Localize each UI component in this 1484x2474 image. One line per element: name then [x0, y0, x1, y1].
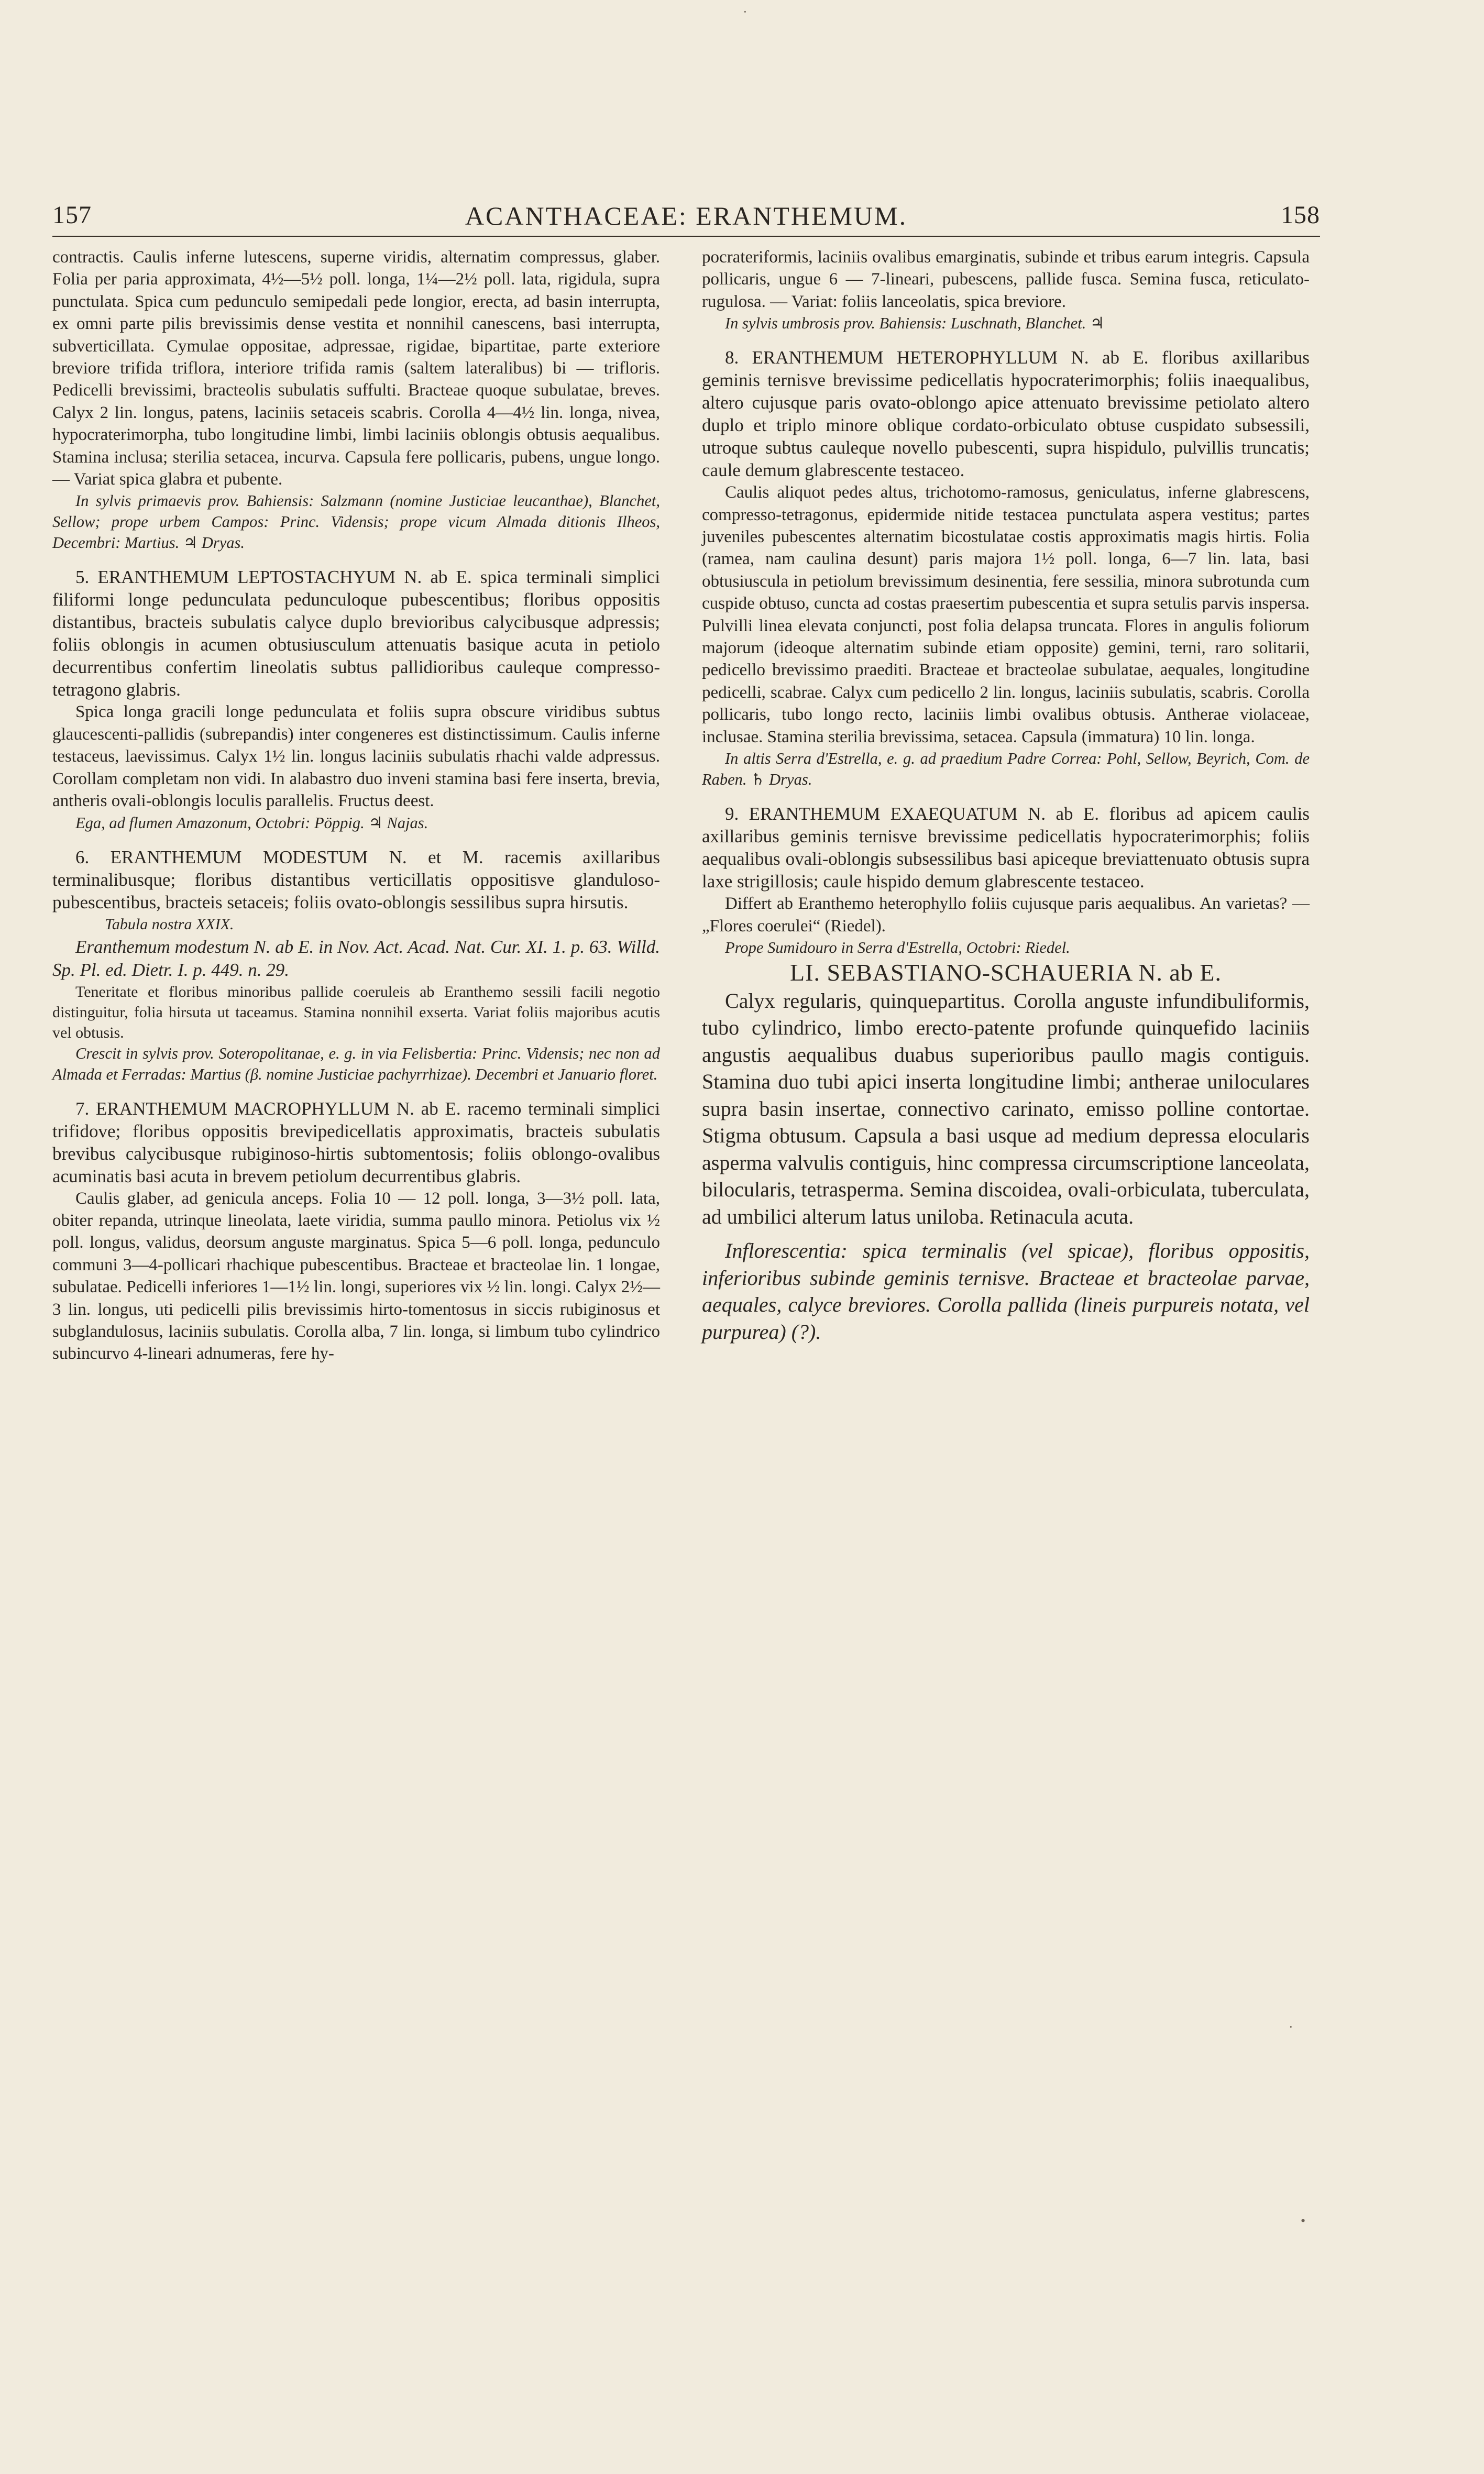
species-heading-7: 7. ERANTHEMUM MACROPHYLLUM N. ab E. racemo terminali simplici trifidove; floribus oppositis brevipedicellatis approximatis, bracteis subulatis brevibus calycibusque rubiginoso-hirtis subtomentosis; foliis oblongo-ovalibus acuminatis basi acuta in brevem petiolum decurrentibus glabris.	[52, 1098, 660, 1186]
plate-reference: Tabula nostra XXIX.	[105, 915, 234, 933]
species-description-8: Caulis aliquot pedes altus, trichotomo-ramosus, geniculatus, inferne glabrescens, compresso-tetragonus, epidermide nitide testacea punctulata aspera vestitus; partes juveniles pubescentes alternatim bicostulatae costis approximatis magis hirtis. Folia (ramea, nam caulina desunt) paris majora 1½ poll. longa, 6—7 lin. lata, basi obtusiuscula in petiolum brevissimum desinentia, fere sessilia, minora subrotunda cum cuspide obtuso, cuncta ad costas praesertim pubescentia et supra setulis parvis inspersa. Pulvilli linea elevata conjuncti, post folia delapsa truncata. Flores in angulis foliorum majorum (ideoque alternatim subinde etiam opposite) gemini, terni, raro solitarii, pedicello brevissimo praediti. Bracteae et bracteolae subulatae, aequales, longitudine pedicelli, scabrae. Calyx cum pedicello 2 lin. longus, laciniis subulatis, scabris. Corolla pollicaris, tubo longo recto, laciniis limbi ovalibus obtusis. Antherae violaceae, inclusae. Stamina sterilia brevissima, setacea. Capsula (immatura) 10 lin. longa.	[702, 483, 1310, 746]
page-number-right: 158	[1281, 201, 1320, 229]
genus-description: Calyx regularis, quinquepartitus. Corolla anguste infundibuliformis, tubo cylindrico, limbo erecto-patente profunde quinquefido laciniis angustis aequalibus duabus superioribus paullo magis contiguis. Stamina duo tubi apici inserta longitudine limbi; antherae uniloculares supra basin insertae, connectivo carinato, emisso polline contortae. Stigma obtusum. Capsula a basi usque ad medium depressa elocularis asperma valvulis contiguis, hinc compressa circumscriptione lanceolata, bilocularis, tetrasperma. Semina discoidea, ovali-orbiculata, tuberculata, ad umbilici alterum latus uniloba. Retinacula acuta.	[702, 988, 1310, 1228]
page-number-left: 157	[52, 201, 92, 229]
species-description-7: Caulis glaber, ad genicula anceps. Folia 10 — 12 poll. longa, 3—3½ poll. lata, obiter repanda, utrinque lineolata, laete viridia, summa paullo minora. Petiolus vix ½ poll. longus, validus, deorsum anguste marginatus. Spica 5—6 poll. longa, pedunculo communi 3—4-pollicari rhachique pubescentibus. Bracteae et bracteolae lin. 1 longae, subulatae. Pedicelli inferiores 1—1½ lin. longi, superiores vix ½ lin. longi. Calyx 2½—3 lin. longus, uti pedicelli pilis brevissimis hirto-tomentosus in siccis rubiginosus et subglandulosus, laciniis subulatis. Corolla alba, 7 lin. longa, si limbum tubo cylindrico subincurvo 4-lineari adnumeras, fere hy-	[52, 1189, 660, 1364]
species-heading-5: 5. ERANTHEMUM LEPTOSTACHYUM N. ab E. spica terminali simplici filiformi longe pedunculata pedunculoque pubescentibus; floribus oppositis distantibus, bracteis subulatis calyce duplo brevioribus calycibusque adpressis; foliis oblongis in acumen obtusiusculum attenuatis basique acuta in petiolo decurrentibus confertim lineolatis subtus pallidioribus cauleque compresso-tetragono glabris.	[52, 567, 660, 700]
running-header	[52, 196, 1320, 233]
locality-text-6: Crescit in sylvis prov. Soteropolitanae, e. g. in via Felisbertia: Princ. Vidensis; nec non ad Almada et Ferradas: Martius (β. nomine Justiciae pachyrrhizae). Decembri et Januario floret.	[52, 1044, 660, 1083]
genus-inflorescence: Inflorescentia: spica terminalis (vel spicae), floribus oppositis, inferioribus subinde geminis ternisve. Bracteae et bracteolae parvae, aequales, calyce breviores. Corolla pallida (lineis purpureis notata, vel purpurea) (?).	[702, 1239, 1310, 1344]
species-heading-9: 9. ERANTHEMUM EXAEQUATUM N. ab E. floribus ad apicem caulis axillaribus geminis ternisve brevissime pedicellatis hypocraterimorphis; foliis aequalibus ovali-oblongis subsessilibus basi apiceque breviattenuato obtusis supra laxe strigillosis; caule hispido demum glabrescente testaceo.	[702, 804, 1310, 892]
genus-heading: LI. SEBASTIANO-SCHAUERIA N. ab E.	[790, 959, 1222, 986]
header-rule	[52, 236, 1320, 237]
locality-text: In sylvis primaevis prov. Bahiensis: Salzmann (nomine Justiciae leucanthae), Blanchet, Sellow; prope urbem Campos: Princ. Vidensis; prope vicum Almada ditionis Ilheos, Decembri: Martius. ♃ Dryas.	[52, 492, 660, 552]
species-heading-6: 6. ERANTHEMUM MODESTUM N. et M. racemis axillaribus terminalibusque; floribus distantibus verticillatis oppositisve glanduloso-pubescentibus, bracteis setaceis; foliis ovato-oblongis sessilibus supra hirsutis.	[52, 846, 660, 912]
running-title: ACANTHACEAE: ERANTHEMUM.	[465, 201, 908, 230]
citation-6: Eranthemum modestum N. ab E. in Nov. Act. Acad. Nat. Cur. XI. 1. p. 63. Willd. Sp. Pl. ed. Dietr. I. p. 449. n. 29.	[52, 936, 660, 980]
continued-description: contractis. Caulis inferne lutescens, superne viridis, alternatim compressus, glaber. Folia per paria approximata, 4½—5½ poll. longa, 1¼—2½ poll. lata, rigidula, supra punctulata. Spica cum pedunculo semipedali pede longior, erecta, ad basin interrupta, ex omni parte pilis brevissimis dense vestita et nonnihil canescens, basi interrupta, subverticillata. Cymulae oppositae, adpressae, rigidae, bipartitae, parte exteriore breviore trifida triflora, interiore trifida ramis (saltem lateralibus) bi — trifloris. Pedicelli brevissimi, bracteolis subulatis suffulti. Bracteae quoque subulatae, breves. Calyx 2 lin. longus, patens, laciniis setaceis scabris. Corolla 4—4½ lin. longa, nivea, hypocraterimorpha, tubo longitudine limbi, limbi laciniis oblongis obtusis aequalibus. Stamina inclusa; sterilia setacea, incurva. Capsula fere pollicaris, pubens, ungue longo. — Variat spica glabra et pubente.	[52, 248, 660, 489]
species-description-5: Spica longa gracili longe pedunculata et foliis supra obscure viridibus subtus glaucescenti-pallidis (subrepandis) inter congeneres est distinctissimum. Caulis inferne testaceus, laevissimus. Calyx 1½ lin. longus laciniis subulatis rhachi valde adpressus. Corollam completam non vidi. In alabastro duo inveni stamina basi fere inserta, brevia, antheris ovali-oblongis loculis parallelis. Fructus deest.	[52, 702, 660, 811]
species-note-6: Teneritate et floribus minoribus pallide coeruleis ab Eranthemo sessili facili negotio distinguitur, folia hirsuta ut taceamus. Stamina nonnihil exserta. Variat foliis majoribus acutis vel obtusis.	[52, 983, 660, 1041]
locality-text-5: Ega, ad flumen Amazonum, Octobri: Pöppig. ♃ Najas.	[75, 813, 428, 832]
right-column	[702, 246, 1310, 1345]
continued-description-right: pocrateriformis, laciniis ovalibus emarginatis, subinde et tribus earum integris. Capsula pollicaris, ungue 6 — 7-lineari, pubescens, pallide fusca. Semina fusca, reticulato-rugulosa. — Variat: foliis lanceolatis, spica breviore.	[702, 248, 1310, 311]
species-diagnosis-9: Differt ab Eranthemo heterophyllo foliis cujusque paris aequalibus. An varietas? — „Flores coerulei“ (Riedel).	[702, 894, 1310, 936]
locality-text-8: In altis Serra d'Estrella, e. g. ad praedium Padre Correa: Pohl, Sellow, Beyrich, Com. de Raben. ♄ Dryas.	[702, 750, 1310, 789]
species-heading-8: 8. ERANTHEMUM HETEROPHYLLUM N. ab E. floribus axillaribus geminis ternisve brevissime pedicellatis hypocraterimorphis; foliis inaequalibus, altero cujusque paris ovato-oblongo apice attenuato brevissime petiolato altero duplo et triplo minore oblique cordato-orbiculato obtuse cuspidato subsessili, utroque subtus cauleque novello pubescenti, supra hispidulo, pulvillis truncatis; caule demum glabrescente testaceo.	[702, 347, 1310, 481]
paper-speck-mark: ·	[1289, 2019, 1293, 2035]
paper-speck-mark: ·	[743, 4, 748, 19]
paper-speck-mark: •	[1301, 2213, 1306, 2228]
locality-text-9: Prope Sumidouro in Serra d'Estrella, Octobri: Riedel.	[725, 938, 1070, 956]
left-column	[52, 246, 660, 1365]
locality-text-r1: In sylvis umbrosis prov. Bahiensis: Luschnath, Blanchet. ♃	[725, 314, 1105, 333]
